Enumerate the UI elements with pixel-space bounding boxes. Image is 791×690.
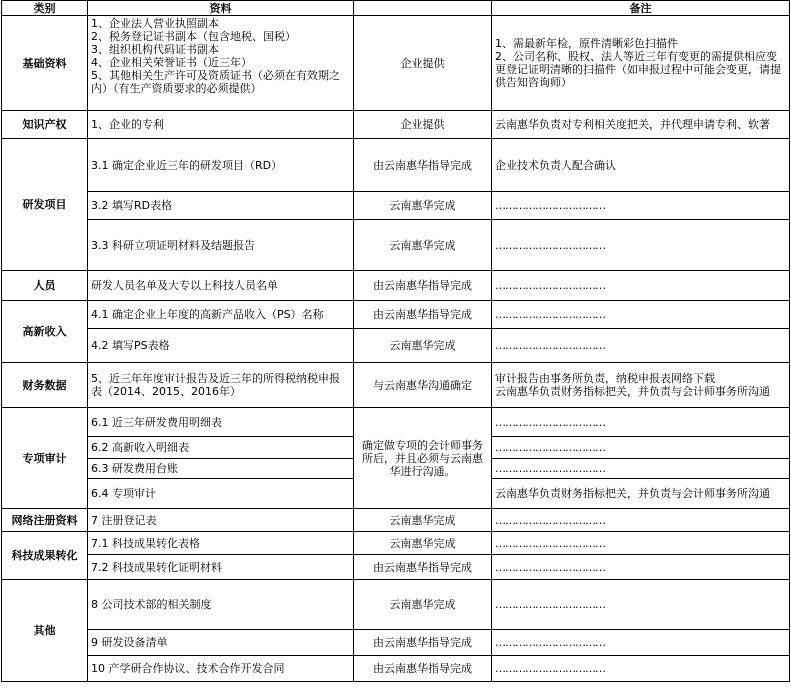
material-cell: [88, 16, 354, 111]
remark-cell: ……………………………: [492, 555, 790, 580]
provider-cell: 云南惠华完成: [354, 220, 492, 271]
remark-cell: ……………………………: [492, 220, 790, 271]
material-cell: 3.2 填写RD表格: [88, 192, 354, 220]
category-cell: 专项审计: [2, 408, 88, 509]
provider-cell: 由云南惠华指导完成: [354, 656, 492, 682]
material-line: 5、其他相关生产许可及资质证书（必须在有效期之内）（有生产资质要求的必须提供）: [91, 69, 340, 95]
category-cell: 网络注册资料: [2, 509, 88, 532]
material-cell: 5、近三年年度审计报告及近三年的所得税纳税申报表（2014、2015、2016年）: [88, 363, 354, 408]
provider-cell: 由云南惠华指导完成: [354, 555, 492, 580]
header-provider: [354, 1, 492, 16]
remark-cell: ……………………………: [492, 532, 790, 555]
remark-cell: ……………………………: [492, 329, 790, 363]
material-cell: 4.2 填写PS表格: [88, 329, 354, 363]
header-category: 类别: [2, 1, 88, 16]
provider-cell: 云南惠华完成: [354, 509, 492, 532]
remark-cell: [492, 363, 790, 408]
provider-cell: 云南惠华完成: [354, 532, 492, 555]
provider-cell: 由云南惠华指导完成: [354, 271, 492, 301]
provider-cell: 企业提供: [354, 16, 492, 111]
table-row: [2, 329, 790, 363]
remark-cell: 云南惠华负责财务指标把关，并负责与会计师事务所沟通: [492, 479, 790, 509]
table-row: [2, 192, 790, 220]
table-row: [2, 220, 790, 271]
table-row: [2, 656, 790, 682]
table-row: [2, 271, 790, 301]
material-line: 4、企业相关荣誉证书（近三年）: [91, 56, 252, 69]
remark-cell: 企业技术负责人配合确认: [492, 139, 790, 192]
category-cell: 科技成果转化: [2, 532, 88, 580]
provider-cell: 云南惠华完成: [354, 580, 492, 630]
remark-cell: ……………………………: [492, 630, 790, 656]
remark-line: 2、公司名称、股权、法人等近三年有变更的需提供相应变更登记证明清晰的扫描件（如申报过程中可能会变更，请提供告知咨询师）: [495, 50, 781, 89]
provider-cell: 由云南惠华指导完成: [354, 301, 492, 329]
material-cell: 3.1 确定企业近三年的研发项目（RD）: [88, 139, 354, 192]
provider-cell: 由云南惠华指导完成: [354, 630, 492, 656]
table-row: [2, 555, 790, 580]
provider-cell: 确定做专项的会计师事务所后，并且必须与云南惠华进行沟通。: [354, 408, 492, 509]
category-cell: 知识产权: [2, 111, 88, 139]
category-cell: 人员: [2, 271, 88, 301]
header-material: 资料: [88, 1, 354, 16]
table-row: [2, 509, 790, 532]
remark-line: 1、需最新年检，原件清晰彩色扫描件: [495, 37, 678, 50]
material-cell: 10 产学研合作协议、技术合作开发合同: [88, 656, 354, 682]
table-row: [2, 363, 790, 408]
material-cell: 7 注册登记表: [88, 509, 354, 532]
remark-cell: ……………………………: [492, 271, 790, 301]
requirements-table: [1, 0, 790, 682]
remark-cell: ……………………………: [492, 192, 790, 220]
provider-cell: 企业提供: [354, 111, 492, 139]
remark-line: 审计报告由事务所负责，纳税申报表网络下载: [495, 372, 715, 385]
provider-cell: 与云南惠华沟通确定: [354, 363, 492, 408]
category-cell: 其他: [2, 580, 88, 682]
remark-cell: ……………………………: [492, 459, 790, 479]
material-cell: 6.3 研发费用台账: [88, 459, 354, 479]
material-cell: 7.1 科技成果转化表格: [88, 532, 354, 555]
table-row: [2, 630, 790, 656]
remark-cell: ……………………………: [492, 408, 790, 437]
material-cell: 7.2 科技成果转化证明材料: [88, 555, 354, 580]
material-cell: 6.4 专项审计: [88, 479, 354, 509]
table-row: [2, 111, 790, 139]
remark-line: 云南惠华负责财务指标把关，并负责与会计师事务所沟通: [495, 385, 770, 398]
material-cell: 4.1 确定企业上年度的高新产品收入（PS）名称: [88, 301, 354, 329]
material-line: 1、企业法人营业执照副本: [91, 17, 219, 30]
material-cell: 8 公司技术部的相关制度: [88, 580, 354, 630]
category-cell: 基础资料: [2, 16, 88, 111]
remark-cell: ……………………………: [492, 580, 790, 630]
table-row: [2, 301, 790, 329]
remark-cell: ……………………………: [492, 437, 790, 459]
remark-cell: [492, 16, 790, 111]
remark-cell: ……………………………: [492, 509, 790, 532]
category-cell: 高新收入: [2, 301, 88, 363]
material-cell: 6.1 近三年研发费用明细表: [88, 408, 354, 437]
remark-cell: ……………………………: [492, 301, 790, 329]
provider-cell: 云南惠华完成: [354, 192, 492, 220]
material-cell: 1、企业的专利: [88, 111, 354, 139]
table-row: [2, 139, 790, 192]
remark-cell: 云南惠华负责对专利相关度把关，并代理申请专利、软著: [492, 111, 790, 139]
table-row: [2, 532, 790, 555]
header-row: [2, 1, 790, 16]
header-remark: 备注: [492, 1, 790, 16]
material-cell: 9 研发设备清单: [88, 630, 354, 656]
provider-cell: 云南惠华完成: [354, 329, 492, 363]
table-row: [2, 580, 790, 630]
category-cell: 财务数据: [2, 363, 88, 408]
material-cell: 3.3 科研立项证明材料及结题报告: [88, 220, 354, 271]
material-cell: 研发人员名单及大专以上科技人员名单: [88, 271, 354, 301]
material-line: 2、税务登记证书副本（包含地税、国税）: [91, 30, 296, 43]
table-row: [2, 408, 790, 437]
category-cell: 研发项目: [2, 139, 88, 271]
material-line: 3、组织机构代码证书副本: [91, 43, 219, 56]
table-row: [2, 16, 790, 111]
provider-cell: 由云南惠华指导完成: [354, 139, 492, 192]
remark-cell: ……………………………: [492, 656, 790, 682]
material-cell: 6.2 高新收入明细表: [88, 437, 354, 459]
